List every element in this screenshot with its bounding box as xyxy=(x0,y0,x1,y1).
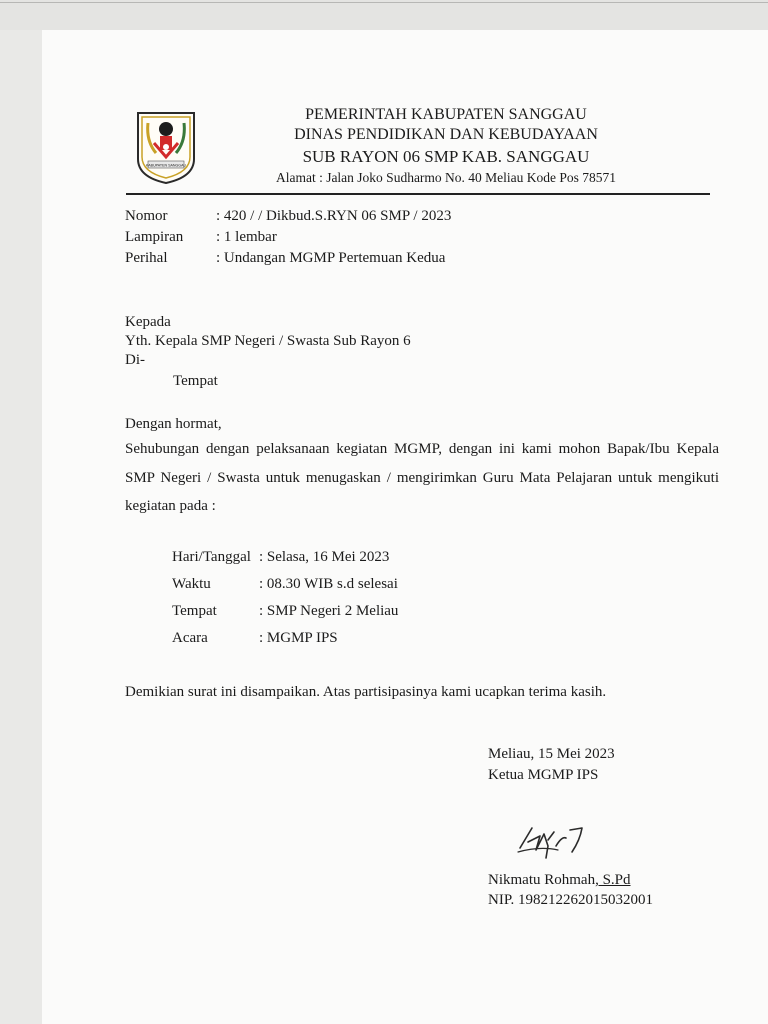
signatory-name-main: Nikmatu Rohmah xyxy=(488,872,596,888)
signatory-nip: NIP. 198212262015032001 xyxy=(488,892,654,908)
recipient-yth: Yth. Kepala SMP Negeri / Swasta Sub Rayon 6 xyxy=(125,333,411,349)
body-line-3: kegiatan pada : xyxy=(125,498,216,514)
scan-top-margin xyxy=(0,0,768,30)
meta-value-nomor: : 420 / / Dikbud.S.RYN 06 SMP / 2023 xyxy=(216,208,452,224)
recipient-kepada: Kepada xyxy=(125,314,171,330)
letterhead-line-2: DINAS PENDIDIKAN DAN KEBUDAYAAN xyxy=(294,126,598,143)
detail-label-hari-tanggal: Hari/Tanggal xyxy=(172,549,251,565)
detail-value-hari-tanggal: : Selasa, 16 Mei 2023 xyxy=(259,549,390,565)
detail-value-tempat: : SMP Negeri 2 Meliau xyxy=(259,603,399,619)
detail-label-acara: Acara xyxy=(172,630,208,646)
detail-label-waktu: Waktu xyxy=(172,576,211,592)
closing-sentence: Demikian surat ini disampaikan. Atas partisipasinya kami ucapkan terima kasih. xyxy=(125,684,607,700)
letterhead-line-3: SUB RAYON 06 SMP KAB. SANGGAU xyxy=(302,147,590,166)
svg-text:KABUPATEN SANGGAU: KABUPATEN SANGGAU xyxy=(145,163,187,168)
signature-place-date: Meliau, 15 Mei 2023 xyxy=(488,746,615,762)
recipient-di: Di- xyxy=(125,352,145,368)
detail-label-tempat: Tempat xyxy=(172,603,217,619)
meta-label-nomor: Nomor xyxy=(125,208,168,224)
body-line-2: SMP Negeri / Swasta untuk menugaskan / mengirimkan Guru Mata Pelajaran untuk mengikuti xyxy=(125,470,719,486)
detail-value-acara: : MGMP IPS xyxy=(259,630,338,646)
letterhead-line-1: PEMERINTAH KABUPATEN SANGGAU xyxy=(305,106,587,123)
handwritten-signature xyxy=(510,806,610,866)
meta-value-lampiran: : 1 lembar xyxy=(216,229,277,245)
greeting: Dengan hormat, xyxy=(125,416,222,432)
letterhead-address: Alamat : Jalan Joko Sudharmo No. 40 Meliau Kode Pos 78571 xyxy=(275,170,617,185)
meta-value-perihal: : Undangan MGMP Pertemuan Kedua xyxy=(216,250,446,266)
signature-position: Ketua MGMP IPS xyxy=(488,767,599,783)
body-line-1: Sehubungan dengan pelaksanaan kegiatan MGMP, dengan ini kami mohon Bapak/Ibu Kepala xyxy=(125,441,719,457)
detail-value-waktu: : 08.30 WIB s.d selesai xyxy=(259,576,398,592)
signatory-title: , S.Pd xyxy=(595,872,631,888)
meta-label-lampiran: Lampiran xyxy=(125,229,184,245)
recipient-tempat: Tempat xyxy=(173,373,218,389)
meta-label-perihal: Perihal xyxy=(125,250,168,266)
signatory-name xyxy=(488,872,631,889)
letterhead-divider xyxy=(126,193,710,195)
